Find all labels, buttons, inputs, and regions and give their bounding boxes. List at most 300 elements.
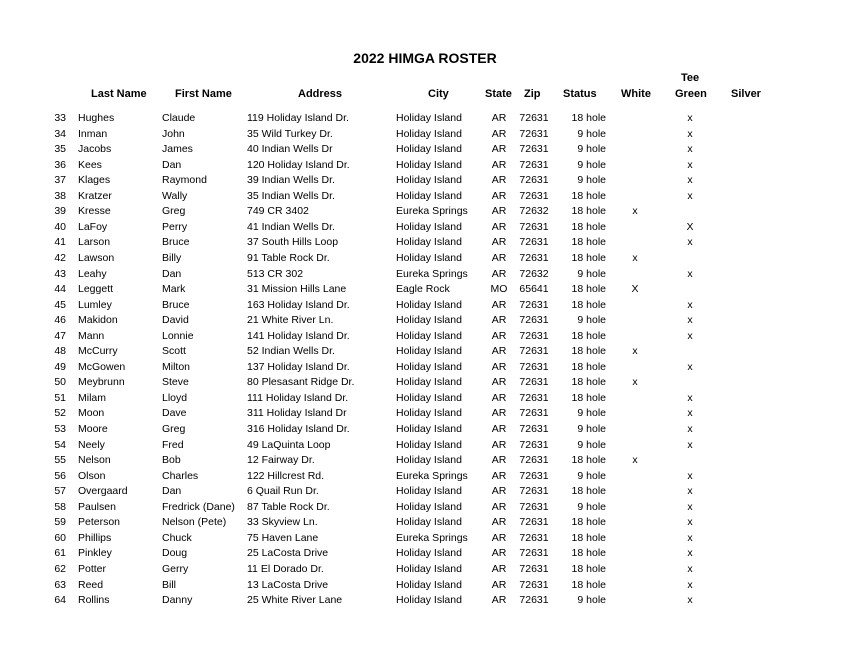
table-row [0, 236, 850, 251]
cell-city: Holiday Island [396, 345, 462, 358]
cell-last-name: Makidon [78, 314, 118, 327]
cell-white-tee: x [632, 345, 638, 358]
cell-first-name: Steve [162, 376, 189, 389]
cell-last-name: Mann [78, 329, 105, 342]
cell-row-number: 55 [54, 454, 66, 467]
table-row [0, 112, 850, 127]
cell-last-name: Olson [78, 469, 106, 482]
cell-address: 137 Holiday Island Dr. [247, 360, 350, 373]
cell-zip: 72631 [519, 112, 549, 124]
cell-state: AR [491, 578, 507, 591]
cell-status: 9 hole [577, 267, 606, 280]
cell-status: 18 hole [571, 345, 606, 358]
cell-zip: 72631 [519, 423, 549, 435]
cell-row-number: 41 [54, 236, 66, 249]
cell-row-number: 39 [54, 205, 66, 218]
cell-state: AR [491, 407, 507, 420]
cell-status: 18 hole [571, 485, 606, 498]
cell-first-name: Greg [162, 205, 186, 218]
cell-row-number: 43 [54, 267, 66, 280]
table-row [0, 361, 850, 376]
cell-state: AR [491, 438, 507, 451]
header-silver: Silver [731, 88, 761, 100]
cell-first-name: Scott [162, 345, 186, 358]
cell-address: 25 White River Lane [247, 594, 343, 607]
cell-status: 9 hole [577, 407, 606, 420]
cell-zip: 65641 [519, 283, 549, 296]
cell-green-tee: X [686, 220, 694, 233]
cell-zip: 72631 [519, 469, 549, 482]
cell-green-tee: x [687, 329, 693, 342]
cell-status: 9 hole [577, 469, 606, 482]
cell-first-name: Claude [162, 112, 196, 124]
table-row [0, 532, 850, 547]
cell-zip: 72632 [519, 267, 549, 280]
table-row [0, 252, 850, 267]
cell-state: AR [491, 423, 507, 435]
header-city: City [428, 88, 449, 100]
cell-status: 9 hole [577, 314, 606, 327]
cell-row-number: 42 [54, 251, 66, 264]
cell-row-number: 54 [54, 438, 66, 451]
cell-white-tee: x [632, 454, 638, 467]
cell-zip: 72631 [519, 236, 549, 249]
header-first-name: First Name [175, 88, 232, 100]
cell-first-name: Dave [162, 407, 187, 420]
cell-green-tee: x [687, 360, 693, 373]
cell-row-number: 33 [54, 112, 66, 124]
cell-status: 18 hole [571, 391, 606, 404]
table-row [0, 501, 850, 516]
cell-zip: 72631 [519, 251, 549, 264]
cell-address: 316 Holiday Island Dr. [247, 423, 350, 435]
cell-status: 9 hole [577, 594, 606, 607]
cell-city: Eureka Springs [396, 469, 468, 482]
cell-address: 80 Plesasant Ridge Dr. [247, 376, 355, 389]
cell-last-name: Leahy [78, 267, 107, 280]
cell-state: AR [491, 158, 507, 171]
table-row [0, 299, 850, 314]
cell-row-number: 49 [54, 360, 66, 373]
cell-status: 18 hole [571, 220, 606, 233]
cell-green-tee: x [687, 423, 693, 435]
cell-address: 91 Table Rock Dr. [247, 251, 330, 264]
cell-row-number: 60 [54, 531, 66, 544]
cell-green-tee: x [687, 407, 693, 420]
cell-state: AR [491, 143, 507, 156]
cell-row-number: 59 [54, 516, 66, 529]
cell-status: 18 hole [571, 283, 606, 296]
cell-row-number: 36 [54, 158, 66, 171]
cell-last-name: Neely [78, 438, 105, 451]
cell-first-name: Billy [162, 251, 182, 264]
cell-last-name: Larson [78, 236, 111, 249]
cell-zip: 72631 [519, 562, 549, 575]
cell-zip: 72631 [519, 143, 549, 156]
cell-state: AR [491, 205, 507, 218]
cell-row-number: 35 [54, 143, 66, 156]
cell-first-name: Bruce [162, 236, 190, 249]
cell-city: Holiday Island [396, 251, 462, 264]
cell-zip: 72631 [519, 189, 549, 202]
cell-zip: 72632 [519, 205, 549, 218]
cell-city: Eureka Springs [396, 267, 468, 280]
cell-first-name: Dan [162, 267, 182, 280]
cell-green-tee: x [687, 594, 693, 607]
cell-address: 25 LaCosta Drive [247, 547, 329, 560]
table-row [0, 159, 850, 174]
cell-city: Holiday Island [396, 438, 462, 451]
cell-row-number: 48 [54, 345, 66, 358]
cell-row-number: 63 [54, 578, 66, 591]
cell-first-name: Chuck [162, 531, 192, 544]
cell-green-tee: x [687, 578, 693, 591]
cell-last-name: Hughes [78, 112, 115, 124]
table-row [0, 345, 850, 360]
cell-status: 18 hole [571, 298, 606, 311]
cell-first-name: Milton [162, 360, 191, 373]
cell-row-number: 58 [54, 500, 66, 513]
cell-state: AR [491, 454, 507, 467]
cell-row-number: 34 [54, 127, 66, 140]
cell-green-tee: x [687, 516, 693, 529]
cell-green-tee: x [687, 485, 693, 498]
cell-city: Holiday Island [396, 189, 462, 202]
cell-green-tee: x [687, 547, 693, 560]
cell-address: 122 Hillcrest Rd. [247, 469, 325, 482]
cell-address: 111 Holiday Island Dr. [247, 391, 349, 404]
cell-city: Holiday Island [396, 314, 462, 327]
cell-green-tee: x [687, 189, 693, 202]
cell-status: 18 hole [571, 329, 606, 342]
cell-state: AR [491, 500, 507, 513]
cell-zip: 72631 [519, 220, 549, 233]
header-status: Status [563, 88, 597, 100]
cell-last-name: Reed [78, 578, 104, 591]
cell-city: Holiday Island [396, 407, 462, 420]
page-title: 2022 HIMGA ROSTER [353, 50, 497, 66]
cell-address: 13 LaCosta Drive [247, 578, 329, 591]
table-row [0, 314, 850, 329]
table-row [0, 205, 850, 220]
cell-first-name: Charles [162, 469, 199, 482]
cell-green-tee: x [687, 391, 693, 404]
cell-green-tee: x [687, 562, 693, 575]
cell-status: 18 hole [571, 251, 606, 264]
cell-first-name: Raymond [162, 174, 207, 187]
cell-row-number: 40 [54, 220, 66, 233]
cell-first-name: John [162, 127, 185, 140]
cell-row-number: 56 [54, 469, 66, 482]
cell-row-number: 51 [54, 391, 66, 404]
cell-row-number: 52 [54, 407, 66, 420]
cell-address: 6 Quail Run Dr. [247, 485, 319, 498]
cell-last-name: Moore [78, 423, 108, 435]
cell-address: 39 Indian Wells Dr. [247, 174, 335, 187]
cell-address: 119 Holiday Island Dr. [247, 112, 349, 124]
cell-last-name: Lawson [78, 251, 115, 264]
cell-city: Holiday Island [396, 112, 462, 124]
cell-address: 52 Indian Wells Dr. [247, 345, 335, 358]
cell-green-tee: x [687, 236, 693, 249]
cell-state: AR [491, 469, 507, 482]
table-row [0, 407, 850, 422]
cell-state: AR [491, 376, 507, 389]
cell-state: MO [490, 283, 508, 296]
cell-first-name: Lloyd [162, 391, 188, 404]
cell-city: Holiday Island [396, 391, 462, 404]
cell-white-tee: x [632, 376, 638, 389]
cell-address: 37 South Hills Loop [247, 236, 339, 249]
cell-address: 749 CR 3402 [247, 205, 309, 218]
cell-row-number: 45 [54, 298, 66, 311]
cell-address: 75 Haven Lane [247, 531, 319, 544]
cell-city: Eureka Springs [396, 531, 468, 544]
cell-address: 311 Holiday Island Dr [247, 407, 347, 420]
cell-address: 41 Indian Wells Dr. [247, 220, 335, 233]
cell-state: AR [491, 594, 507, 607]
cell-last-name: Inman [78, 127, 108, 140]
cell-last-name: Klages [78, 174, 111, 187]
cell-green-tee: x [687, 112, 693, 124]
cell-first-name: Bruce [162, 298, 190, 311]
cell-state: AR [491, 174, 507, 187]
cell-address: 40 Indian Wells Dr [247, 143, 333, 156]
table-row [0, 439, 850, 454]
cell-last-name: Jacobs [78, 143, 112, 156]
table-row [0, 423, 850, 438]
cell-zip: 72631 [519, 516, 549, 529]
cell-address: 31 Mission Hills Lane [247, 283, 347, 296]
cell-first-name: Dan [162, 485, 182, 498]
cell-row-number: 38 [54, 189, 66, 202]
cell-zip: 72631 [519, 360, 549, 373]
cell-green-tee: x [687, 143, 693, 156]
cell-zip: 72631 [519, 547, 549, 560]
cell-status: 9 hole [577, 423, 606, 435]
cell-zip: 72631 [519, 594, 549, 607]
cell-green-tee: x [687, 158, 693, 171]
cell-row-number: 62 [54, 562, 66, 575]
cell-green-tee: x [687, 174, 693, 187]
cell-row-number: 44 [54, 283, 66, 296]
table-row [0, 128, 850, 143]
cell-status: 18 hole [571, 547, 606, 560]
table-row [0, 330, 850, 345]
cell-zip: 72631 [519, 438, 549, 451]
cell-white-tee: x [632, 251, 638, 264]
cell-status: 9 hole [577, 127, 606, 140]
cell-zip: 72631 [519, 127, 549, 140]
cell-first-name: Wally [162, 189, 188, 202]
cell-city: Holiday Island [396, 562, 462, 575]
cell-city: Holiday Island [396, 594, 462, 607]
cell-city: Holiday Island [396, 143, 462, 156]
header-last-name: Last Name [91, 88, 147, 100]
cell-last-name: McGowen [78, 360, 126, 373]
table-row [0, 268, 850, 283]
cell-city: Holiday Island [396, 360, 462, 373]
cell-address: 35 Wild Turkey Dr. [247, 127, 333, 140]
cell-last-name: Phillips [78, 531, 112, 544]
cell-zip: 72631 [519, 454, 549, 467]
cell-address: 21 White River Ln. [247, 314, 334, 327]
table-row [0, 547, 850, 562]
cell-city: Holiday Island [396, 236, 462, 249]
cell-state: AR [491, 251, 507, 264]
cell-zip: 72631 [519, 298, 549, 311]
cell-state: AR [491, 220, 507, 233]
header-address: Address [298, 88, 343, 100]
cell-first-name: Doug [162, 547, 188, 560]
table-row [0, 283, 850, 298]
cell-first-name: Mark [162, 283, 186, 296]
cell-state: AR [491, 562, 507, 575]
cell-zip: 72631 [519, 345, 549, 358]
cell-first-name: David [162, 314, 189, 327]
cell-first-name: Dan [162, 158, 182, 171]
cell-green-tee: x [687, 500, 693, 513]
cell-city: Holiday Island [396, 547, 462, 560]
cell-status: 18 hole [571, 376, 606, 389]
cell-last-name: Pinkley [78, 547, 112, 560]
cell-last-name: Overgaard [78, 485, 128, 498]
cell-state: AR [491, 329, 507, 342]
cell-state: AR [491, 267, 507, 280]
table-row [0, 594, 850, 609]
table-row [0, 563, 850, 578]
header-tee: Tee [681, 72, 700, 84]
cell-city: Eureka Springs [396, 205, 468, 218]
cell-zip: 72631 [519, 391, 549, 404]
cell-last-name: Kresse [78, 205, 111, 218]
cell-city: Holiday Island [396, 158, 462, 171]
cell-status: 18 hole [571, 516, 606, 529]
cell-address: 11 El Dorado Dr. [247, 562, 324, 575]
header-white: White [621, 88, 651, 100]
cell-zip: 72631 [519, 314, 549, 327]
cell-status: 9 hole [577, 438, 606, 451]
cell-state: AR [491, 112, 507, 124]
cell-row-number: 37 [54, 174, 66, 187]
cell-status: 18 hole [571, 531, 606, 544]
cell-address: 120 Holiday Island Dr. [247, 158, 350, 171]
cell-city: Holiday Island [396, 516, 462, 529]
cell-zip: 72631 [519, 158, 549, 171]
cell-last-name: Paulsen [78, 500, 116, 513]
cell-city: Eagle Rock [396, 283, 450, 296]
cell-zip: 72631 [519, 500, 549, 513]
cell-state: AR [491, 314, 507, 327]
cell-status: 18 hole [571, 112, 606, 124]
cell-green-tee: x [687, 314, 693, 327]
cell-city: Holiday Island [396, 423, 462, 435]
cell-state: AR [491, 127, 507, 140]
cell-first-name: James [162, 143, 193, 156]
cell-row-number: 50 [54, 376, 66, 389]
cell-row-number: 47 [54, 329, 66, 342]
cell-status: 18 hole [571, 360, 606, 373]
cell-last-name: Kees [78, 158, 102, 171]
table-row [0, 454, 850, 469]
table-row [0, 579, 850, 594]
cell-row-number: 64 [54, 594, 66, 607]
cell-green-tee: x [687, 127, 693, 140]
cell-zip: 72631 [519, 531, 549, 544]
cell-zip: 72631 [519, 329, 549, 342]
cell-first-name: Greg [162, 423, 186, 435]
cell-first-name: Perry [162, 220, 188, 233]
table-row [0, 516, 850, 531]
cell-first-name: Danny [162, 594, 193, 607]
cell-last-name: Rollins [78, 594, 110, 607]
cell-last-name: Nelson [78, 454, 111, 467]
cell-first-name: Bill [162, 578, 177, 591]
cell-last-name: Potter [78, 562, 107, 575]
cell-address: 87 Table Rock Dr. [247, 500, 330, 513]
cell-city: Holiday Island [396, 329, 462, 342]
table-row [0, 190, 850, 205]
table-row [0, 174, 850, 189]
cell-status: 9 hole [577, 143, 606, 156]
cell-row-number: 61 [54, 547, 66, 560]
cell-first-name: Fredrick (Dane) [162, 500, 235, 513]
cell-row-number: 57 [54, 485, 66, 498]
cell-city: Holiday Island [396, 298, 462, 311]
cell-state: AR [491, 547, 507, 560]
cell-city: Holiday Island [396, 454, 462, 467]
cell-last-name: LaFoy [78, 220, 108, 233]
cell-zip: 72631 [519, 407, 549, 420]
cell-green-tee: x [687, 531, 693, 544]
table-row [0, 376, 850, 391]
cell-last-name: Leggett [78, 283, 114, 296]
cell-last-name: Meybrunn [78, 376, 125, 389]
cell-city: Holiday Island [396, 578, 462, 591]
cell-row-number: 46 [54, 314, 66, 327]
cell-status: 18 hole [571, 189, 606, 202]
cell-green-tee: x [687, 438, 693, 451]
cell-state: AR [491, 531, 507, 544]
header-green: Green [675, 88, 707, 100]
cell-last-name: McCurry [78, 345, 118, 358]
cell-state: AR [491, 345, 507, 358]
cell-first-name: Bob [162, 454, 181, 467]
cell-state: AR [491, 360, 507, 373]
cell-status: 18 hole [571, 578, 606, 591]
cell-city: Holiday Island [396, 500, 462, 513]
cell-city: Holiday Island [396, 174, 462, 187]
cell-address: 33 Skyview Ln. [247, 516, 318, 529]
cell-city: Holiday Island [396, 376, 462, 389]
cell-address: 49 LaQuinta Loop [247, 438, 331, 451]
cell-state: AR [491, 236, 507, 249]
cell-row-number: 53 [54, 423, 66, 435]
cell-last-name: Lumley [78, 298, 112, 311]
cell-status: 9 hole [577, 500, 606, 513]
cell-zip: 72631 [519, 376, 549, 389]
cell-state: AR [491, 485, 507, 498]
cell-city: Holiday Island [396, 220, 462, 233]
cell-last-name: Milam [78, 391, 106, 404]
cell-white-tee: x [632, 205, 638, 218]
cell-city: Holiday Island [396, 127, 462, 140]
cell-status: 9 hole [577, 174, 606, 187]
cell-address: 12 Fairway Dr. [247, 454, 315, 467]
header-state: State [485, 88, 512, 100]
cell-state: AR [491, 298, 507, 311]
cell-first-name: Gerry [162, 562, 189, 575]
